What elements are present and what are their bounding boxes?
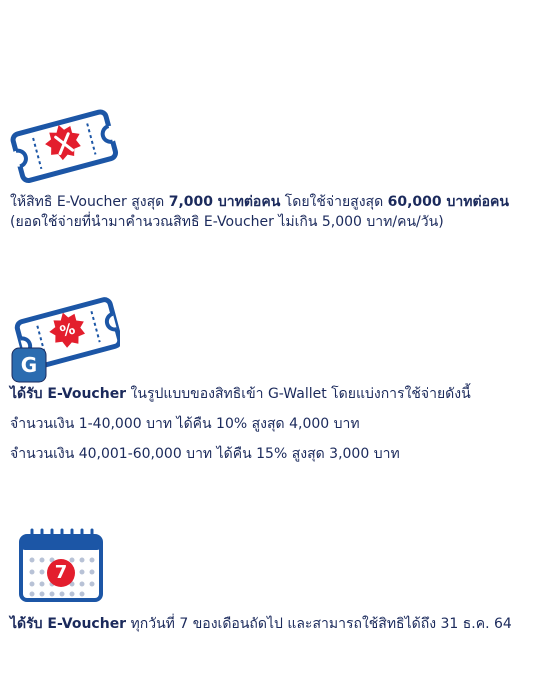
food-voucher-line-2: (ยอดใช้จ่ายที่นำมาคำนวณสิทธิ E-Voucher ไม่เกิน 5,000 บาท/คน/วัน) bbox=[10, 214, 444, 230]
discount-voucher-gwallet-icon bbox=[10, 292, 120, 384]
gwallet-line-2: จำนวนเงิน 1-40,000 บาท ได้คืน 10% สูงสุด 4,000 บาท bbox=[10, 416, 360, 432]
food-voucher-description bbox=[10, 192, 550, 232]
gwallet-badge-letter: G bbox=[20, 353, 38, 377]
calendar-day-7-icon bbox=[18, 528, 104, 604]
gwallet-line-1: ได้รับ E-Voucher ในรูปแบบของสิทธิเข้า G-Wallet โดยแบ่งการใช้จ่ายดังนี้ bbox=[10, 386, 471, 402]
calendar-day-number: 7 bbox=[54, 562, 68, 583]
calendar-description bbox=[10, 614, 550, 634]
section-calendar bbox=[10, 528, 550, 648]
svg-text:%: % bbox=[57, 319, 78, 341]
gwallet-voucher-description bbox=[10, 384, 550, 464]
section-gwallet-voucher bbox=[10, 292, 550, 472]
section-food-voucher bbox=[10, 100, 550, 240]
calendar-line-1: ได้รับ E-Voucher ทุกวันที่ 7 ของเดือนถัดไป และสามารถใช้สิทธิได้ถึง 31 ธ.ค. 64 bbox=[10, 616, 512, 632]
gwallet-line-3: จำนวนเงิน 40,001-60,000 บาท ได้คืน 15% สูงสุด 3,000 บาท bbox=[10, 446, 400, 462]
food-voucher-ticket-icon bbox=[10, 100, 120, 185]
food-voucher-line-1: ให้สิทธิ E-Voucher สูงสุด 7,000 บาทต่อคน โดยใช้จ่ายสูงสุด 60,000 บาทต่อคน bbox=[10, 194, 509, 210]
